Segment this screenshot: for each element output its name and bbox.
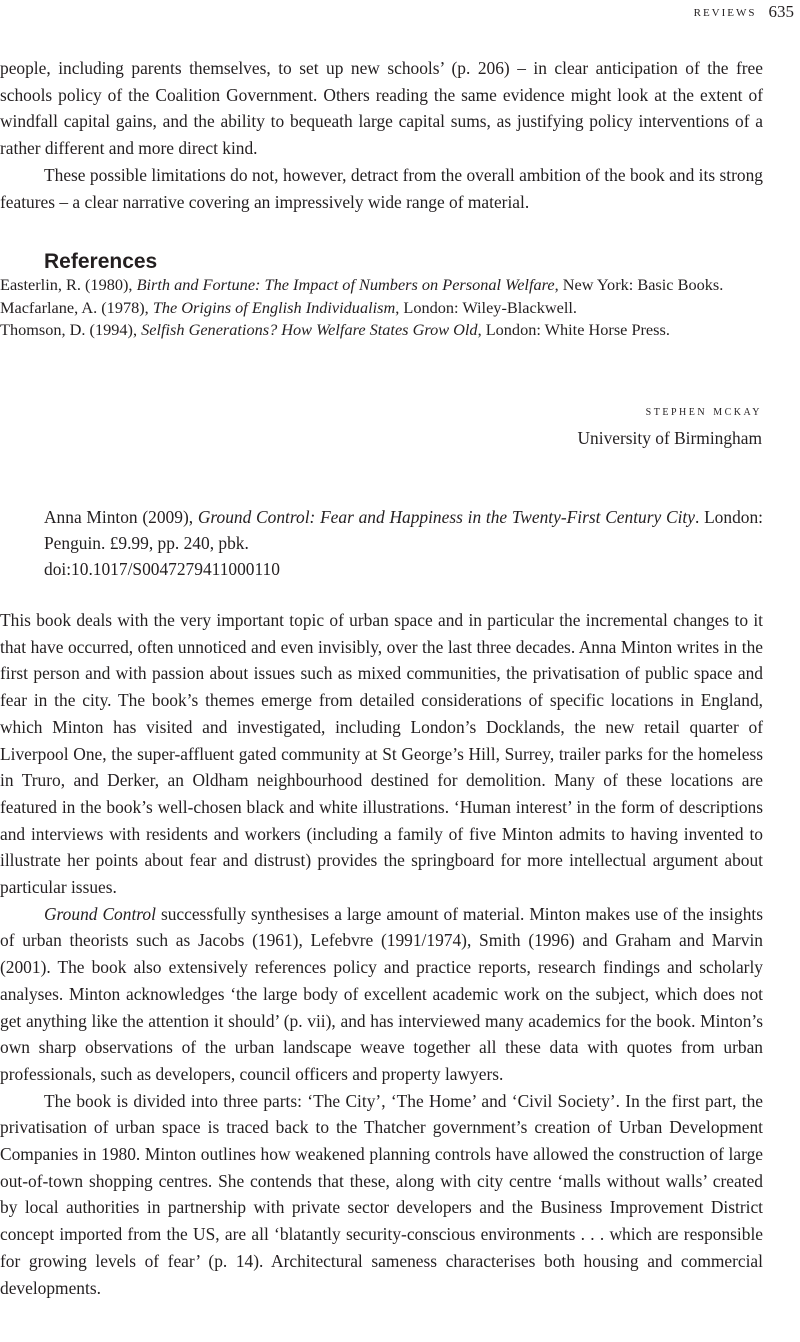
paragraph: These possible limitations do not, however, detract from the overall ambition of the book and its strong features – a clear narrative covering an impressively wide range of material. bbox=[0, 164, 763, 212]
reference-author-year: Thomson, D. (1994), bbox=[0, 320, 142, 339]
book-citation bbox=[44, 504, 763, 583]
reference-publisher: , London: Wiley-Blackwell. bbox=[395, 297, 577, 317]
reviewer-signature bbox=[577, 402, 762, 452]
reviewer-name: stephen mckay bbox=[645, 403, 762, 419]
book-title: Ground Control: Fear and Happiness in the Twenty-First Century City bbox=[197, 507, 695, 527]
review-body bbox=[0, 607, 763, 1301]
book-doi: doi:10.1017/S0047279411000110 bbox=[44, 559, 280, 580]
paragraph: people, including parents themselves, to set up new schools’ (p. 206) – in clear anticipation of the free schools policy of the Coalition Government. Others reading the same evidence might look at the extent of windfall capital gains, and the ability to bequeath large capital sums, as justifying policy interventions of a rather different and more direct kind. bbox=[0, 58, 763, 159]
paragraph bbox=[0, 901, 763, 1088]
page-header bbox=[694, 0, 800, 24]
paragraph: This book deals with the very important topic of urban space and in particular the incremental changes to it that have occurred, often unnoticed and even invisibly, over the last three decades. Anna Minton writes in the first person and with passion about issues such as mixed communities, the privatisation of public space and fear in the city. The book’s themes emerge from detailed considerations of specific locations in England, which Minton has visited and investigated, including London’s Docklands, the new retail quarter of Liverpool One, the super-affluent gated community at St George’s Hill, Surrey, trailer parks for the homeless in Truro, and Derker, an Oldham neighbourhood destined for demolition. Many of these locations are featured in the book’s well-chosen black and white illustrations. ‘Human interest’ in the form of descriptions and interviews with residents and workers (including a family of five Minton admits to having invented to illustrate her points about fear and distrust) provides the springboard for more intellectual argument about particular issues. bbox=[0, 610, 763, 898]
paragraph-text: successfully synthesises a large amount of material. Minton makes use of the insights of urban theorists such as Jacobs (1961), Lefebvre (1991/1974), Smith (1996) and Graham and Marvin (2001). The book also extensively references policy and practice reports, research findings and scholarly analyses. Minton acknowledges ‘the large body of excellent academic work on the subject, which does not get anything like the attention it should’ (p. vii), and has interviewed many academics for the book. Minton’s own sharp observations of the urban landscape weave together all these data with quotes from urban professionals, such as developers, council officers and property lawyers. bbox=[0, 903, 764, 1084]
reference-author-year: Easterlin, R. (1980), bbox=[0, 275, 137, 294]
book-author-year: Anna Minton (2009), bbox=[44, 507, 198, 527]
reference-title: Selfish Generations? How Welfare States Grow Old bbox=[141, 320, 478, 339]
reference-title: The Origins of English Individualism bbox=[152, 297, 396, 317]
running-head: reviews bbox=[693, 3, 757, 20]
page-number: 635 bbox=[768, 2, 794, 21]
book-publication-details: . London: Penguin. £9.99, pp. 240, pbk. bbox=[44, 507, 763, 554]
reference-entry bbox=[0, 274, 763, 297]
references-heading: References bbox=[44, 250, 158, 273]
reference-publisher: , London: White Horse Press. bbox=[477, 320, 670, 339]
book-title-inline: Ground Control bbox=[44, 903, 156, 924]
reviewer-affiliation: University of Birmingham bbox=[577, 428, 762, 448]
reference-entry bbox=[0, 297, 763, 320]
references-list bbox=[0, 274, 763, 342]
review-conclusion bbox=[0, 55, 763, 215]
paragraph: The book is divided into three parts: ‘The City’, ‘The Home’ and ‘Civil Society’. In the first part, the privatisation of urban space is traced back to the Thatcher government’s creation of Urban Development Companies in 1980. Minton outlines how weakened planning controls have allowed the construction of large out-of-town shopping centres. She contends that these, along with city centre ‘malls without walls’ created by local authorities in partnership with private sector developers and the Business Improvement District concept imported from the US, are all ‘blatantly security-conscious environments . . . which are responsible for growing levels of fear’ (p. 14). Architectural sameness characterises both housing and commercial developments. bbox=[0, 1090, 763, 1298]
reference-author-year: Macfarlane, A. (1978), bbox=[0, 297, 153, 317]
reference-publisher: , New York: Basic Books. bbox=[554, 275, 724, 294]
reference-entry bbox=[0, 319, 763, 342]
reference-title: Birth and Fortune: The Impact of Numbers on Personal Welfare bbox=[136, 275, 555, 294]
